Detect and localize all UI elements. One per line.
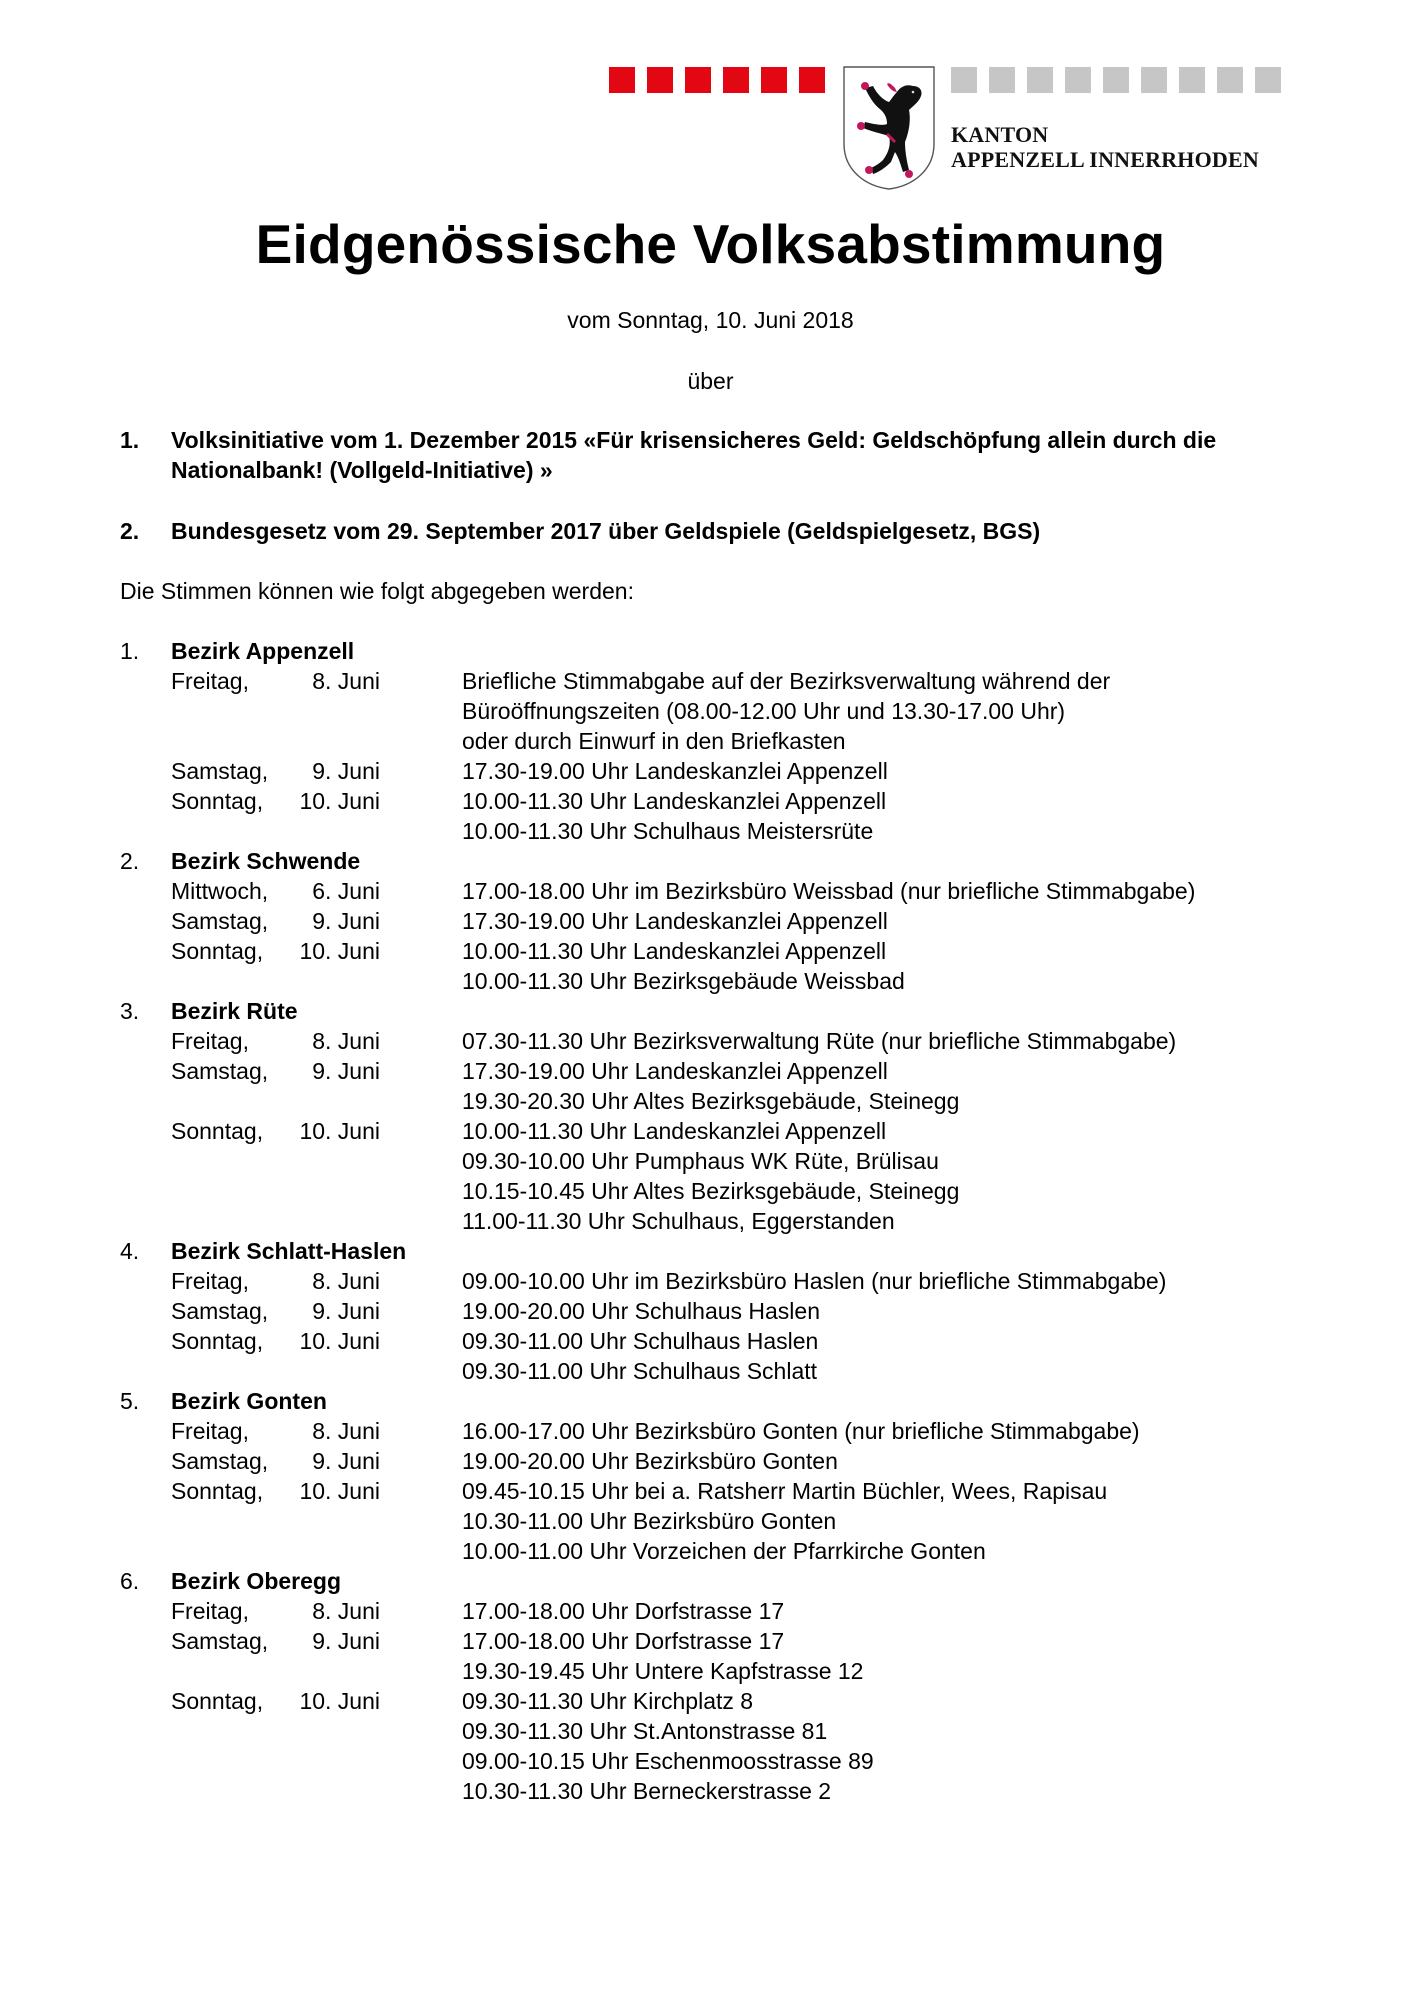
date-label: 8. Juni xyxy=(312,1268,380,1294)
red-square-decoration xyxy=(799,67,825,93)
schedule-row xyxy=(120,726,1370,756)
schedule-row xyxy=(120,1446,1370,1476)
schedule-row xyxy=(120,1296,1370,1326)
grey-square-decoration xyxy=(1027,67,1053,93)
district-name: Bezirk Oberegg xyxy=(171,1568,341,1594)
district-number: 5. xyxy=(120,1388,140,1414)
time-location: oder durch Einwurf in den Briefkasten xyxy=(462,728,846,754)
day-label: Sonntag, xyxy=(171,1478,264,1504)
red-square-decoration xyxy=(761,67,787,93)
schedule-row xyxy=(120,1416,1370,1446)
district-number: 6. xyxy=(120,1568,140,1594)
topic-item-1 xyxy=(120,425,1320,485)
grey-square-decoration xyxy=(1103,67,1129,93)
topic-number: 2. xyxy=(120,518,140,544)
schedule-row xyxy=(120,1116,1370,1146)
schedule-row xyxy=(120,1746,1370,1776)
time-location: 10.00-11.30 Uhr Bezirksgebäude Weissbad xyxy=(462,968,905,994)
schedule-row xyxy=(120,936,1370,966)
district-name: Bezirk Schlatt-Haslen xyxy=(171,1238,407,1264)
time-location: 10.00-11.30 Uhr Schulhaus Meistersrüte xyxy=(462,818,874,844)
time-location: 16.00-17.00 Uhr Bezirksbüro Gonten (nur briefliche Stimmabgabe) xyxy=(462,1418,1140,1444)
district-number: 3. xyxy=(120,998,140,1024)
time-location: 17.30-19.00 Uhr Landeskanzlei Appenzell xyxy=(462,908,888,934)
intro-text: Die Stimmen können wie folgt abgegeben werden: xyxy=(120,578,634,604)
time-location: 17.00-18.00 Uhr im Bezirksbüro Weissbad (nur briefliche Stimmabgabe) xyxy=(462,878,1196,904)
day-label: Samstag, xyxy=(171,1058,269,1084)
time-location: 17.30-19.00 Uhr Landeskanzlei Appenzell xyxy=(462,1058,888,1084)
district-number: 1. xyxy=(120,638,140,664)
date-label: 9. Juni xyxy=(312,1628,380,1654)
district-heading xyxy=(120,846,1370,876)
grey-square-decoration xyxy=(1217,67,1243,93)
schedule-row xyxy=(120,1776,1370,1806)
time-location: 10.30-11.30 Uhr Berneckerstrasse 2 xyxy=(462,1778,832,1804)
schedule-row xyxy=(120,666,1370,696)
day-label: Freitag, xyxy=(171,1418,249,1444)
date-label: 9. Juni xyxy=(312,1058,380,1084)
time-location: 10.00-11.30 Uhr Landeskanzlei Appenzell xyxy=(462,938,887,964)
date-label: 8. Juni xyxy=(312,1418,380,1444)
day-label: Freitag, xyxy=(171,1268,249,1294)
time-location: 09.30-11.00 Uhr Schulhaus Haslen xyxy=(462,1328,819,1354)
schedule-row xyxy=(120,876,1370,906)
date-label: 8. Juni xyxy=(312,1598,380,1624)
grey-square-decoration xyxy=(1065,67,1091,93)
voting-schedule xyxy=(120,636,1370,1806)
schedule-row xyxy=(120,1506,1370,1536)
date-label: 9. Juni xyxy=(312,1298,380,1324)
schedule-row xyxy=(120,1476,1370,1506)
time-location: 10.00-11.00 Uhr Vorzeichen der Pfarrkirche Gonten xyxy=(462,1538,986,1564)
schedule-row xyxy=(120,1596,1370,1626)
schedule-row xyxy=(120,1686,1370,1716)
day-label: Samstag, xyxy=(171,1448,269,1474)
schedule-row xyxy=(120,696,1370,726)
day-label: Samstag, xyxy=(171,908,269,934)
date-label: 8. Juni xyxy=(312,1028,380,1054)
date-label: 9. Juni xyxy=(312,1448,380,1474)
schedule-row xyxy=(120,1056,1370,1086)
grey-square-decoration xyxy=(1255,67,1281,93)
district-heading xyxy=(120,1236,1370,1266)
topic-number: 1. xyxy=(120,427,140,453)
time-location: 09.30-11.30 Uhr St.Antonstrasse 81 xyxy=(462,1718,828,1744)
grey-square-decoration xyxy=(1179,67,1205,93)
time-location: 19.00-20.00 Uhr Bezirksbüro Gonten xyxy=(462,1448,838,1474)
topic-text: Volksinitiative vom 1. Dezember 2015 «Für krisensicheres Geld: Geldschöpfung allein durch die Nationalbank! (Vollgeld-Initiative) » xyxy=(171,427,1217,483)
district-name: Bezirk Schwende xyxy=(171,848,361,874)
schedule-row xyxy=(120,906,1370,936)
schedule-row xyxy=(120,1716,1370,1746)
day-label: Freitag, xyxy=(171,1028,249,1054)
time-location: 10.15-10.45 Uhr Altes Bezirksgebäude, Steinegg xyxy=(462,1178,960,1204)
time-location: 17.00-18.00 Uhr Dorfstrasse 17 xyxy=(462,1628,785,1654)
date-label: 8. Juni xyxy=(312,668,380,694)
schedule-row xyxy=(120,786,1370,816)
grey-square-decoration xyxy=(951,67,977,93)
day-label: Samstag, xyxy=(171,1628,269,1654)
schedule-row xyxy=(120,1536,1370,1566)
time-location: 09.00-10.15 Uhr Eschenmoosstrasse 89 xyxy=(462,1748,874,1774)
day-label: Freitag, xyxy=(171,668,249,694)
schedule-row xyxy=(120,1086,1370,1116)
time-location: 19.30-19.45 Uhr Untere Kapfstrasse 12 xyxy=(462,1658,864,1684)
about-label: über xyxy=(687,368,734,394)
time-location: 19.30-20.30 Uhr Altes Bezirksgebäude, Steinegg xyxy=(462,1088,960,1114)
day-label: Sonntag, xyxy=(171,938,264,964)
time-location: Briefliche Stimmabgabe auf der Bezirksverwaltung während der xyxy=(462,668,1111,694)
date-label: 10. Juni xyxy=(299,1328,380,1354)
time-location: 09.00-10.00 Uhr im Bezirksbüro Haslen (nur briefliche Stimmabgabe) xyxy=(462,1268,1167,1294)
date-label: 10. Juni xyxy=(299,938,380,964)
district-number: 4. xyxy=(120,1238,140,1264)
time-location: 07.30-11.30 Uhr Bezirksverwaltung Rüte (nur briefliche Stimmabgabe) xyxy=(462,1028,1177,1054)
topic-item-2 xyxy=(120,516,1320,546)
schedule-row xyxy=(120,1266,1370,1296)
date-label: 9. Juni xyxy=(312,908,380,934)
org-name-line1: KANTON xyxy=(951,122,1049,147)
time-location: 09.30-11.30 Uhr Kirchplatz 8 xyxy=(462,1688,754,1714)
grey-square-decoration xyxy=(989,67,1015,93)
time-location: 17.30-19.00 Uhr Landeskanzlei Appenzell xyxy=(462,758,888,784)
day-label: Freitag, xyxy=(171,1598,249,1624)
red-square-decoration xyxy=(723,67,749,93)
time-location: 10.00-11.30 Uhr Landeskanzlei Appenzell xyxy=(462,788,887,814)
district-heading xyxy=(120,636,1370,666)
schedule-row xyxy=(120,1626,1370,1656)
schedule-row xyxy=(120,966,1370,996)
time-location: 19.00-20.00 Uhr Schulhaus Haslen xyxy=(462,1298,821,1324)
date-label: 10. Juni xyxy=(299,1478,380,1504)
day-label: Samstag, xyxy=(171,1298,269,1324)
red-square-decoration xyxy=(609,67,635,93)
schedule-row xyxy=(120,1026,1370,1056)
schedule-row xyxy=(120,756,1370,786)
schedule-row xyxy=(120,1326,1370,1356)
vote-date: vom Sonntag, 10. Juni 2018 xyxy=(567,307,854,333)
topic-text: Bundesgesetz vom 29. September 2017 über Geldspiele (Geldspielgesetz, BGS) xyxy=(171,518,1041,544)
day-label: Mittwoch, xyxy=(171,878,269,904)
grey-square-decoration xyxy=(1141,67,1167,93)
time-location: 10.00-11.30 Uhr Landeskanzlei Appenzell xyxy=(462,1118,887,1144)
schedule-row xyxy=(120,1176,1370,1206)
schedule-row xyxy=(120,1656,1370,1686)
district-heading xyxy=(120,996,1370,1026)
district-name: Bezirk Appenzell xyxy=(171,638,355,664)
date-label: 9. Juni xyxy=(312,758,380,784)
day-label: Sonntag, xyxy=(171,1328,264,1354)
page-title: Eidgenössische Volksabstimmung xyxy=(255,213,1166,275)
day-label: Sonntag, xyxy=(171,788,264,814)
time-location: 10.30-11.00 Uhr Bezirksbüro Gonten xyxy=(462,1508,837,1534)
district-number: 2. xyxy=(120,848,140,874)
date-label: 6. Juni xyxy=(312,878,380,904)
schedule-row xyxy=(120,1146,1370,1176)
district-heading xyxy=(120,1566,1370,1596)
time-location: 11.00-11.30 Uhr Schulhaus, Eggerstanden xyxy=(462,1208,895,1234)
red-square-decoration xyxy=(647,67,673,93)
red-square-decoration xyxy=(685,67,711,93)
time-location: 09.30-11.00 Uhr Schulhaus Schlatt xyxy=(462,1358,818,1384)
schedule-row xyxy=(120,1356,1370,1386)
day-label: Sonntag, xyxy=(171,1118,264,1144)
bear-coat-of-arms-icon xyxy=(843,66,935,190)
schedule-row xyxy=(120,816,1370,846)
district-name: Bezirk Rüte xyxy=(171,998,298,1024)
date-label: 10. Juni xyxy=(299,788,380,814)
time-location: 09.30-10.00 Uhr Pumphaus WK Rüte, Brülisau xyxy=(462,1148,939,1174)
schedule-row xyxy=(120,1206,1370,1236)
time-location: 17.00-18.00 Uhr Dorfstrasse 17 xyxy=(462,1598,785,1624)
day-label: Sonntag, xyxy=(171,1688,264,1714)
day-label: Samstag, xyxy=(171,758,269,784)
district-heading xyxy=(120,1386,1370,1416)
org-name-line2: APPENZELL INNERRHODEN xyxy=(951,147,1259,172)
time-location: 09.45-10.15 Uhr bei a. Ratsherr Martin Büchler, Wees, Rapisau xyxy=(462,1478,1108,1504)
time-location: Büroöffnungszeiten (08.00-12.00 Uhr und 13.30-17.00 Uhr) xyxy=(462,698,1066,724)
date-label: 10. Juni xyxy=(299,1118,380,1144)
district-name: Bezirk Gonten xyxy=(171,1388,327,1414)
date-label: 10. Juni xyxy=(299,1688,380,1714)
